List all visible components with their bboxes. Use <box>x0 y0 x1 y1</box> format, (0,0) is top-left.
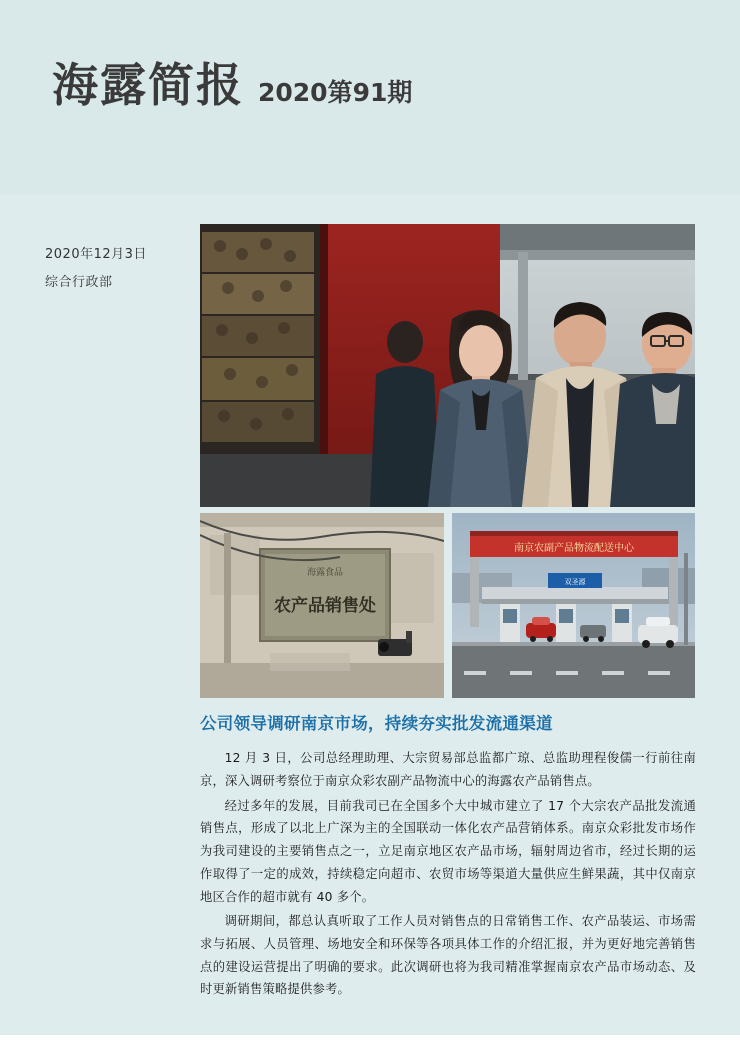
article-title: 公司领导调研南京市场，持续夯实批发流通渠道 <box>200 714 553 733</box>
meta-column <box>45 245 195 294</box>
svg-text:海露食品: 海露食品 <box>306 568 344 578</box>
photo-market-gate <box>452 513 695 698</box>
photo-main-group <box>200 224 695 507</box>
department-label: 综合行政部 <box>45 274 113 290</box>
svg-text:南京农副产品物流配送中心: 南京农副产品物流配送中心 <box>514 543 634 554</box>
svg-text:双圣源: 双圣源 <box>564 578 586 586</box>
bottom-strip <box>0 1035 740 1047</box>
photo-sign-plaque <box>200 513 444 698</box>
article-body <box>200 747 696 1001</box>
article-paragraph-3: 调研期间，都总认真听取了工作人员对销售点的日常销售工作、农产品装运、市场需求与拓展、人员管理、场地安全和环保等各项具体工作的介绍汇报，并为更好地完善销售点的建设运营提出了明确的要求。此次调研也将为我司精准掌握南京农产品市场动态、及时更新销售策略提供参考。 <box>200 914 696 997</box>
masthead <box>52 58 413 112</box>
article-paragraph-1: 12 月 3 日，公司总经理助理、大宗贸易部总监都广琼、总监助理程俊儒一行前往南京，深入调研考察位于南京众彩农副产品物流中心的海露农产品销售点。 <box>200 751 696 788</box>
article-paragraph-2: 经过多年的发展，目前我司已在全国多个大中城市建立了 17 个大宗农产品批发流通销售点，形成了以北上广深为主的全国联动一体化农产品营销体系。南京众彩批发市场作为我司建设的主要销售点之一，立足南京地区农产品市场，辐射周边省市，经过长期的运作取得了一定的成效，持续稳定向超市、农贸市场等渠道大量供应生鲜果蔬，其中仅南京地区合作的超市就有 40 多个。 <box>200 798 696 904</box>
svg-text:农产品销售处: 农产品销售处 <box>274 596 376 616</box>
publish-date: 2020年12月3日 <box>45 247 147 262</box>
article <box>200 712 696 1003</box>
issue-label: 2020第91期 <box>258 78 413 107</box>
header-band <box>0 0 740 195</box>
page-title: 海露简报 <box>52 58 244 112</box>
